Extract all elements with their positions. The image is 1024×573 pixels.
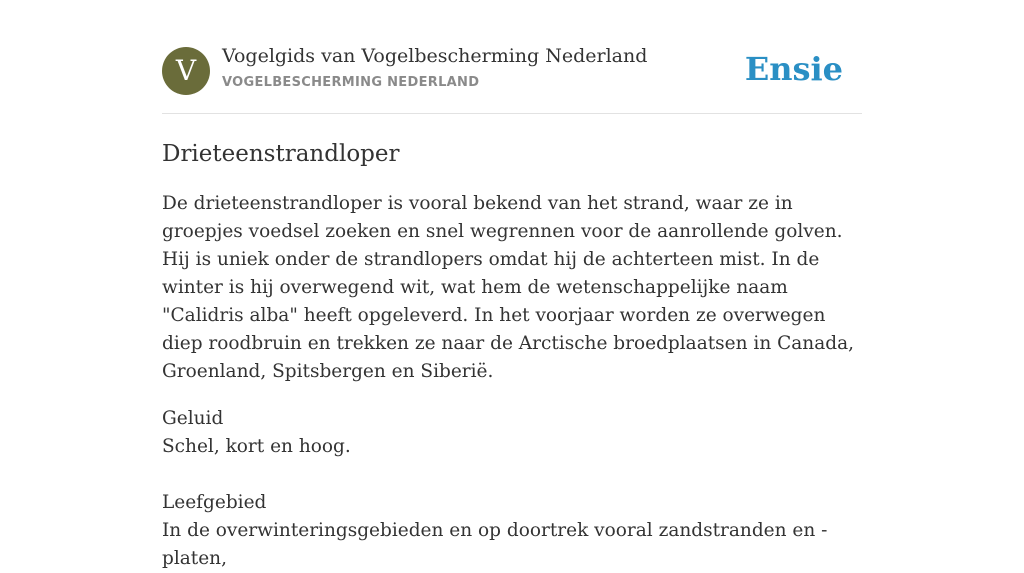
ensie-logo[interactable]: Ensie	[744, 50, 843, 88]
section-geluid	[162, 405, 862, 461]
section-heading: Geluid	[162, 408, 224, 429]
section-body: In de overwinteringsgebieden en op doortrek vooral zandstranden en -platen,	[162, 520, 828, 569]
publication-org[interactable]: VOGELBESCHERMING NEDERLAND	[222, 75, 480, 90]
section-body: Schel, kort en hoog.	[162, 436, 351, 457]
section-heading: Leefgebied	[162, 492, 267, 513]
publication-title[interactable]: Vogelgids van Vogelbescherming Nederland	[222, 45, 648, 67]
article-intro: De drieteenstrandloper is vooral bekend van het strand, waar ze in groepjes voedsel zoeken en snel wegrennen voor de aanrollende golven. Hij is uniek onder de strandlopers omdat hij de achterteen mist. In de winter is hij overwegend wit, wat hem de wetenschappelijke naam "Calidris alba" heeft opgeleverd. In het voorjaar worden ze overwegen diep roodbruin en trekken ze naar de Arctische broedplaatsen in Canada, Groenland, Spitsbergen en Siberië.	[162, 193, 854, 382]
content-column	[162, 0, 862, 573]
section-leefgebied	[162, 489, 862, 573]
publication-header	[162, 0, 862, 114]
publication-avatar[interactable]: V	[162, 47, 210, 95]
article-title: Drieteenstrandloper	[162, 141, 400, 167]
article	[162, 138, 862, 573]
